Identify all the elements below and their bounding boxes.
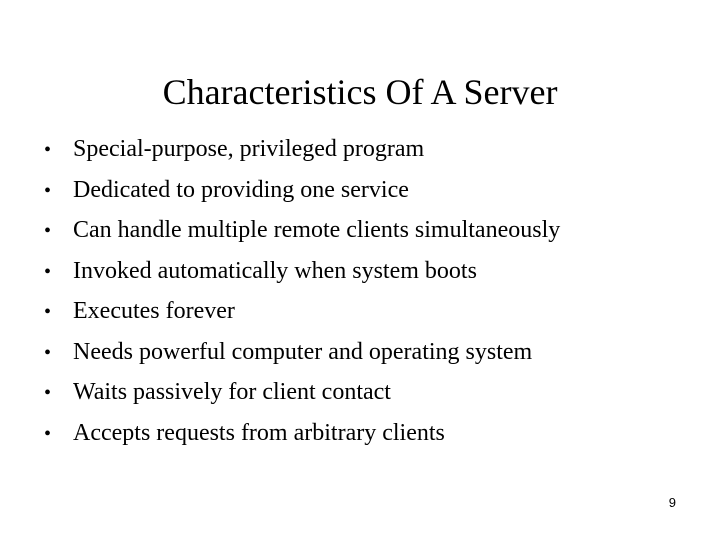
bullet-item	[44, 210, 560, 251]
slide-title: Characteristics Of A Server	[162, 72, 558, 113]
bullet-text: Dedicated to providing one service	[73, 176, 409, 203]
bullet-icon: •	[44, 301, 52, 323]
bullet-text: Executes forever	[73, 298, 235, 324]
bullet-item	[44, 372, 560, 413]
bullet-icon: •	[44, 341, 52, 364]
bullet-text: Can handle multiple remote clients simultaneously	[73, 217, 561, 243]
bullet-icon: •	[44, 422, 52, 445]
bullet-icon: •	[44, 179, 52, 202]
bullet-text: Needs powerful computer and operating system	[73, 338, 533, 365]
bullet-icon: •	[44, 260, 52, 283]
bullet-item	[44, 170, 560, 211]
bullet-list	[44, 129, 560, 453]
bullet-text: Waits passively for client contact	[73, 379, 391, 405]
bullet-item	[44, 413, 560, 454]
bullet-text: Invoked automatically when system boots	[73, 257, 477, 284]
bullet-item	[44, 332, 560, 373]
page-number: 9	[668, 495, 676, 510]
bullet-item	[44, 129, 560, 170]
bullet-icon: •	[44, 382, 52, 404]
bullet-icon: •	[44, 139, 52, 161]
bullet-text: Special-purpose, privileged program	[73, 136, 425, 162]
bullet-icon: •	[44, 220, 52, 242]
bullet-item	[44, 291, 560, 332]
bullet-text: Accepts requests from arbitrary clients	[73, 419, 445, 446]
bullet-item	[44, 251, 560, 292]
